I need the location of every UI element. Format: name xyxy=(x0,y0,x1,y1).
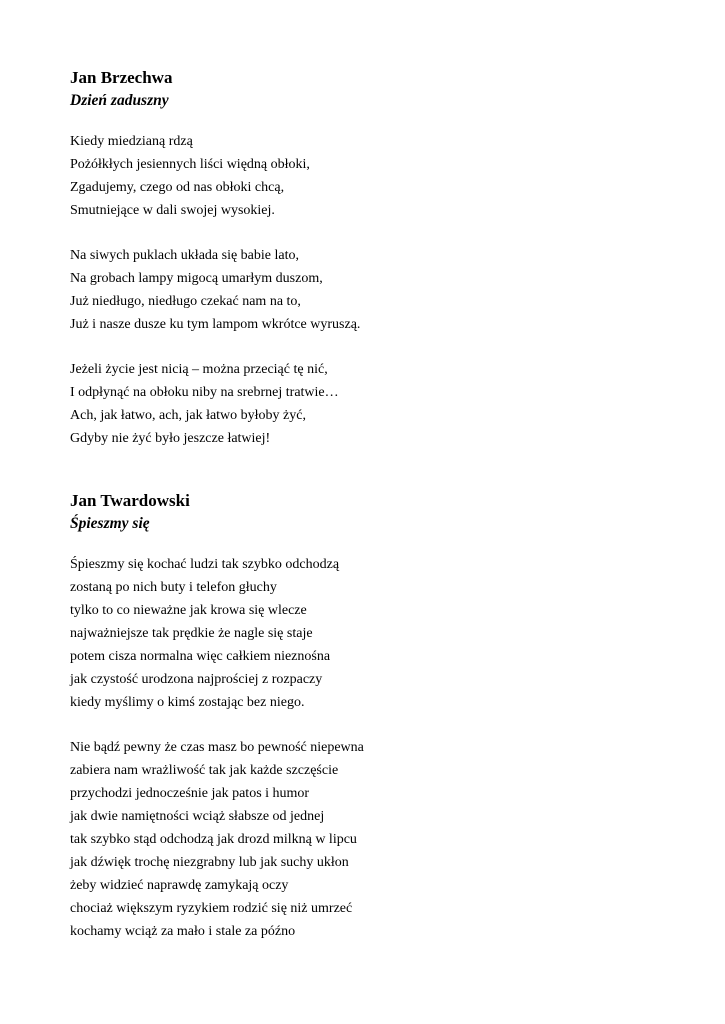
poem-line: jak dźwięk trochę niezgrabny lub jak suchy ukłon xyxy=(70,855,349,870)
poem-line: zabiera nam wrażliwość tak jak każde szczęście xyxy=(70,763,339,778)
poem-line: zostaną po nich buty i telefon głuchy xyxy=(70,580,277,595)
poem-line: Zgadujemy, czego od nas obłoki chcą, xyxy=(70,180,285,195)
poem-line: tak szybko stąd odchodzą jak drozd milkną w lipcu xyxy=(70,832,357,847)
poem-line: kiedy myślimy o kimś zostając bez niego. xyxy=(70,695,305,710)
stanza xyxy=(70,736,690,943)
poem-line: Pożółkłych jesiennych liści więdną obłoki, xyxy=(70,157,310,172)
stanza xyxy=(70,244,690,336)
poem-line: jak czystość urodzona najprościej z rozpaczy xyxy=(70,672,323,687)
poem-brzechwa xyxy=(70,66,690,450)
stanza xyxy=(70,358,690,450)
poem-line: Kiedy miedzianą rdzą xyxy=(70,134,193,149)
poem-line: Na grobach lampy migocą umarłym duszom, xyxy=(70,271,323,286)
poem-line: Nie bądź pewny że czas masz bo pewność niepewna xyxy=(70,740,364,755)
poem-line: chociaż większym ryzykiem rodzić się niż umrzeć xyxy=(70,901,353,916)
poem-title: Dzień zaduszny xyxy=(70,92,169,109)
poem-author: Jan Brzechwa xyxy=(70,68,173,87)
poem-line: I odpłynąć na obłoku niby na srebrnej tratwie… xyxy=(70,385,339,400)
poem-line: najważniejsze tak prędkie że nagle się staje xyxy=(70,626,313,641)
poem-line: potem cisza normalna więc całkiem nieznośna xyxy=(70,649,331,664)
poem-line: Jeżeli życie jest nicią – można przeciąć tę nić, xyxy=(70,362,328,377)
poem-line: Śpieszmy się kochać ludzi tak szybko odchodzą xyxy=(70,557,340,572)
poem-line: Gdyby nie żyć było jeszcze łatwiej! xyxy=(70,431,271,446)
stanza xyxy=(70,553,690,714)
poem-line: żeby widzieć naprawdę zamykają oczy xyxy=(70,878,289,893)
poem-line: przychodzi jednocześnie jak patos i humor xyxy=(70,786,310,801)
poem-line: Smutniejące w dali swojej wysokiej. xyxy=(70,203,275,218)
poem-twardowski xyxy=(70,489,690,943)
poem-line: Na siwych puklach układa się babie lato, xyxy=(70,248,299,263)
document-page xyxy=(70,66,690,943)
poem-line: kochamy wciąż za mało i stale za późno xyxy=(70,924,296,939)
poem-title: Śpieszmy się xyxy=(70,515,150,532)
poem-line: Już niedługo, niedługo czekać nam na to, xyxy=(70,294,301,309)
poem-author: Jan Twardowski xyxy=(70,491,190,510)
poem-line: Już i nasze dusze ku tym lampom wkrótce wyruszą. xyxy=(70,317,361,332)
poem-line: jak dwie namiętności wciąż słabsze od jednej xyxy=(70,809,325,824)
poem-line: Ach, jak łatwo, ach, jak łatwo byłoby żyć, xyxy=(70,408,306,423)
poem-line: tylko to co nieważne jak krowa się wlecze xyxy=(70,603,307,618)
stanza xyxy=(70,130,690,222)
